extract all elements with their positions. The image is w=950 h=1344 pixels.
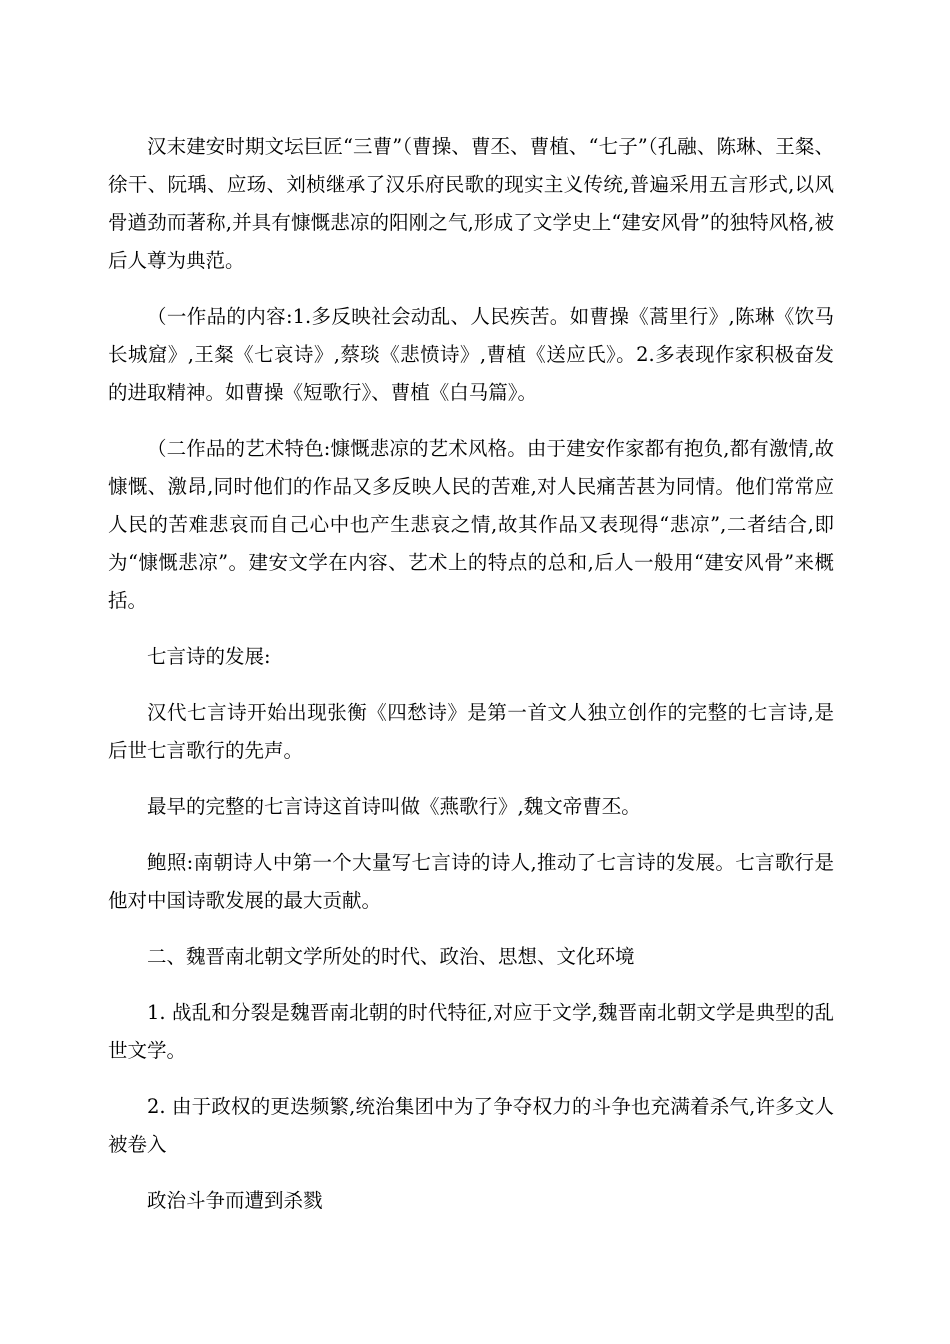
paragraph-yan-ge-xing: 最早的完整的七言诗这首诗叫做《燕歌行》,魏文帝曹丕。	[147, 795, 641, 818]
section-heading-environment: 二、魏晋南北朝文学所处的时代、政治、思想、文化环境	[147, 945, 635, 968]
list-item-2: 2. 由于政权的更迭频繁,统治集团中为了争夺权力的斗争也充满着杀气,许多文人被卷入	[108, 1095, 834, 1156]
paragraph-bao-zhao: 鲍照:南朝诗人中第一个大量写七言诗的诗人,推动了七言诗的发展。七言歌行是他对中国诗歌发展的最大贡献。	[108, 851, 834, 912]
paragraph-qiyan-heading: 七言诗的发展:	[147, 645, 271, 668]
document-body	[108, 128, 834, 1238]
paragraph-zhang-heng: 汉代七言诗开始出现张衡《四愁诗》是第一首文人独立创作的完整的七言诗,是后世七言歌行的先声。	[108, 701, 834, 762]
paragraph-artistic-features: （二作品的艺术特色:慷慨悲凉的艺术风格。由于建安作家都有抱负,都有激情,故慷慨、激昂,同时他们的作品又多反映人民的苦难,对人民痛苦甚为同情。他们常常应人民的苦难悲哀而自己心中也产生悲哀之情,故其作品又表现得“悲凉”,二者结合,即为“慷慨悲凉”。建安文学在内容、艺术上的特点的总和,后人一般用“建安风骨”来概括。	[108, 437, 834, 612]
paragraph-continuation: 政治斗争而遭到杀戮	[147, 1189, 323, 1212]
paragraph-works-content: （一作品的内容:1.多反映社会动乱、人民疾苦。如曹操《蒿里行》,陈琳《饮马长城窟》,王粲《七哀诗》,蔡琰《悲愤诗》,曹植《送应氏》。2.多表现作家积极奋发的进取精神。如曹操《短歌行》、曹植《白马篇》。	[108, 305, 834, 404]
paragraph-jian-an-style: 汉末建安时期文坛巨匠“三曹”（曹操、曹丕、曹植、“七子”（孔融、陈琳、王粲、徐干、阮瑀、应玚、刘桢继承了汉乐府民歌的现实主义传统,普遍采用五言形式,以风骨遒劲而著称,并具有慷慨悲凉的阳刚之气,形成了文学史上“建安风骨”的独特风格,被后人尊为典范。	[108, 135, 834, 272]
list-item-1: 1. 战乱和分裂是魏晋南北朝的时代特征,对应于文学,魏晋南北朝文学是典型的乱世文学。	[108, 1001, 834, 1062]
